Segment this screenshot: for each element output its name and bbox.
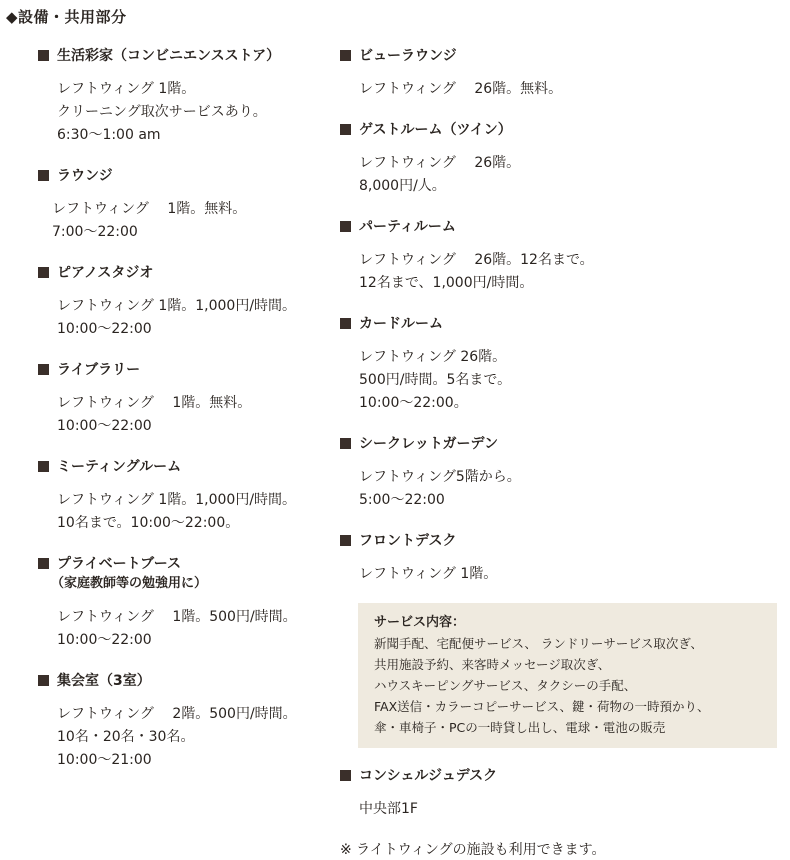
facility-title-text: ミーティングルーム <box>57 459 182 475</box>
detail-line: 10:00〜22:00 <box>57 321 152 337</box>
facility-piano-studio <box>38 263 328 341</box>
facility-title <box>340 217 785 237</box>
facility-lounge <box>38 166 328 244</box>
detail-line: 10名・20名・30名。 <box>57 729 195 745</box>
facility-title <box>38 166 328 186</box>
detail-line: レフトウィング 1階。無料。 <box>57 395 252 411</box>
facility-title-text: ラウンジ <box>57 168 113 184</box>
detail-line: 中央部1F <box>359 801 418 817</box>
detail-line: レフトウィング 1階。 <box>57 81 196 97</box>
detail-line: 8,000円/人。 <box>359 178 446 194</box>
facility-title <box>38 360 328 380</box>
facility-details <box>359 249 785 295</box>
facility-details <box>359 346 785 415</box>
facility-details <box>57 295 328 341</box>
facility-title-text: プライベートブース <box>57 556 182 572</box>
detail-line: 10名まで。10:00〜22:00。 <box>57 515 240 531</box>
facility-details <box>359 466 785 512</box>
facility-title-text: ライブラリー <box>57 362 141 378</box>
detail-line: 5:00〜22:00 <box>359 492 445 508</box>
facility-title <box>38 46 328 66</box>
detail-line: 10:00〜22:00 <box>57 632 152 648</box>
facility-card-room <box>340 314 785 415</box>
square-bullet-icon <box>340 535 351 546</box>
facility-subtitle: （家庭教師等の勉強用に） <box>51 576 208 591</box>
facility-title-text: ピアノスタジオ <box>57 265 154 281</box>
square-bullet-icon <box>340 221 351 232</box>
square-bullet-icon <box>340 770 351 781</box>
facility-details <box>359 152 785 198</box>
facility-title <box>340 46 785 66</box>
facility-title-text: 集会室（3室） <box>57 673 151 689</box>
facility-secret-garden <box>340 434 785 512</box>
facility-concierge-desk <box>340 766 785 821</box>
detail-line: レフトウィング5階から。 <box>359 469 521 485</box>
facility-title <box>38 671 328 691</box>
footnote: ※ ライトウィングの施設も利用できます。 <box>340 842 606 858</box>
square-bullet-icon <box>38 364 49 375</box>
facility-library <box>38 360 328 438</box>
detail-line: レフトウィング 1階。1,000円/時間。 <box>57 298 297 314</box>
left-column <box>38 46 328 791</box>
detail-line: レフトウィング 2階。500円/時間。 <box>57 706 297 722</box>
square-bullet-icon <box>38 267 49 278</box>
square-bullet-icon <box>340 318 351 329</box>
facility-title-text: パーティルーム <box>359 219 456 235</box>
service-box <box>358 603 777 748</box>
facility-title <box>38 263 328 283</box>
facility-title <box>38 457 328 477</box>
facility-title <box>340 531 785 551</box>
service-line: 共用施設予約、来客時メッセージ取次ぎ、 <box>374 657 611 672</box>
facility-party-room <box>340 217 785 295</box>
square-bullet-icon <box>340 438 351 449</box>
detail-line: 6:30〜1:00 am <box>57 127 161 143</box>
service-line: 傘・車椅子・PCの一時貸し出し、電球・電池の販売 <box>374 720 666 735</box>
detail-line: 500円/時間。5名まで。 <box>359 372 512 388</box>
detail-line: レフトウィング 26階。 <box>359 155 521 171</box>
facility-details <box>359 563 785 586</box>
facility-title <box>340 766 785 786</box>
facility-title-text: フロントデスク <box>359 533 457 549</box>
detail-line: クリーニング取次サービスあり。 <box>57 104 267 120</box>
detail-line: 7:00〜22:00 <box>52 224 138 240</box>
square-bullet-icon <box>38 50 49 61</box>
detail-line: 10:00〜22:00 <box>57 418 152 434</box>
facility-details <box>57 703 328 772</box>
facility-title-text: カードルーム <box>359 316 443 332</box>
square-bullet-icon <box>38 461 49 472</box>
page-title: ◆設備・共用部分 <box>6 8 127 26</box>
detail-line: レフトウィング 26階。12名まで。 <box>359 252 594 268</box>
facility-private-booth <box>38 554 328 652</box>
detail-line: レフトウィング 1階。 <box>359 566 498 582</box>
facility-title <box>340 434 785 454</box>
service-line: 新聞手配、宅配便サービス、 ランドリーサービス取次ぎ、 <box>374 636 703 651</box>
detail-line: 10:00〜21:00 <box>57 752 152 768</box>
facility-details <box>359 78 785 101</box>
facility-title-text: シークレットガーデン <box>359 436 499 452</box>
facility-details <box>52 198 328 244</box>
square-bullet-icon <box>340 124 351 135</box>
facility-title <box>38 554 328 574</box>
detail-line: レフトウィング 1階。無料。 <box>52 201 247 217</box>
square-bullet-icon <box>38 558 49 569</box>
facility-front-desk <box>340 531 785 586</box>
facility-assembly-room <box>38 671 328 772</box>
facility-details <box>57 606 328 652</box>
facility-view-lounge <box>340 46 785 101</box>
service-line: FAX送信・カラーコピーサービス、鍵・荷物の一時預かり、 <box>374 699 710 714</box>
service-line: ハウスキーピングサービス、タクシーの手配、 <box>374 678 637 693</box>
detail-line: レフトウィング 1階。1,000円/時間。 <box>57 492 297 508</box>
facility-guest-room <box>340 120 785 198</box>
square-bullet-icon <box>38 675 49 686</box>
square-bullet-icon <box>38 170 49 181</box>
facility-details <box>57 392 328 438</box>
facility-details <box>57 78 328 147</box>
facility-details <box>359 798 785 821</box>
facility-title <box>340 120 785 140</box>
facility-title-text: ゲストルーム（ツイン） <box>359 122 512 138</box>
detail-line: レフトウィング 26階。無料。 <box>359 81 563 97</box>
facility-title-text: ビューラウンジ <box>359 48 457 64</box>
facility-convenience-store <box>38 46 328 147</box>
detail-line: レフトウィング 1階。500円/時間。 <box>57 609 297 625</box>
detail-line: レフトウィング 26階。 <box>359 349 507 365</box>
detail-line: 10:00〜22:00。 <box>359 395 468 411</box>
detail-line: 12名まで、1,000円/時間。 <box>359 275 534 291</box>
facility-meeting-room <box>38 457 328 535</box>
facility-title-text: 生活彩家（コンビニエンスストア） <box>57 48 281 64</box>
facility-details <box>57 489 328 535</box>
square-bullet-icon <box>340 50 351 61</box>
right-column <box>340 46 785 860</box>
service-box-title: サービス内容： <box>374 615 466 630</box>
facility-title <box>340 314 785 334</box>
facility-title-text: コンシェルジュデスク <box>359 768 498 784</box>
